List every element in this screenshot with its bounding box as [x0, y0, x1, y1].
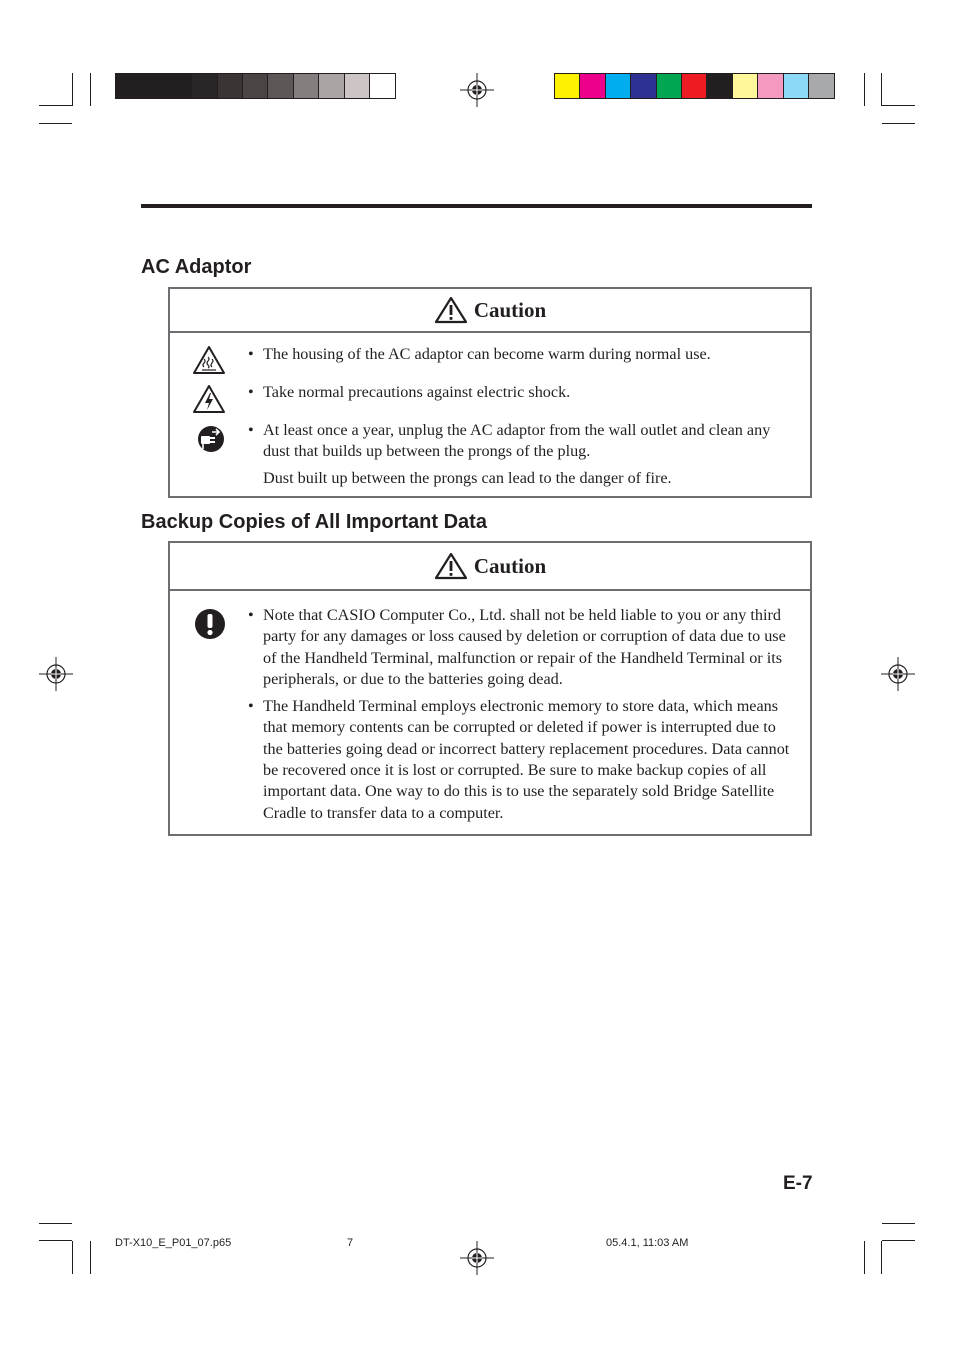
- color-swatch: [657, 74, 682, 98]
- page-number: E-7: [783, 1173, 813, 1194]
- caution-body: [170, 333, 810, 496]
- color-swatch: [733, 74, 758, 98]
- list-item: • The Handheld Terminal employs electronic memory to store data, which means that memory contents can be corrupted or deleted if power is interrupted due to the batteries going dead or incorrect battery replacement procedures. Data cannot be recovered once it is lost or corrupted. Be sure to make backup copies of all important data. One way to do this is to use the separately sold Bridge Satellite Cradle to transfer data to a computer.: [245, 696, 798, 824]
- section-heading-ac-adaptor: AC Adaptor: [141, 256, 252, 278]
- registration-mark-icon: [460, 73, 494, 107]
- warning-triangle-icon: [434, 296, 468, 324]
- caution-box-backup: [168, 541, 812, 836]
- color-swatch: [345, 74, 370, 98]
- caution-list: [245, 344, 798, 489]
- color-swatch: [606, 74, 631, 98]
- color-swatch: [268, 74, 293, 98]
- color-swatch: [580, 74, 605, 98]
- electric-shock-icon: [192, 384, 226, 414]
- list-item: • The housing of the AC adaptor can become warm during normal use.: [245, 344, 798, 365]
- color-swatch: [116, 74, 141, 98]
- section-heading-backup: Backup Copies of All Important Data: [141, 511, 487, 533]
- color-swatch: [167, 74, 192, 98]
- registration-mark-icon: [460, 1241, 494, 1275]
- color-swatch: [192, 74, 217, 98]
- list-note: Dust built up between the prongs can lead to the danger of fire.: [263, 469, 672, 488]
- caution-body: [170, 591, 810, 834]
- registration-mark-icon: [881, 657, 915, 691]
- color-swatch: [370, 74, 395, 98]
- color-swatch: [809, 74, 834, 98]
- color-swatch: [784, 74, 809, 98]
- process-color-bar: [554, 73, 835, 99]
- header-rule: [141, 204, 812, 208]
- list-item: • Note that CASIO Computer Co., Ltd. shall not be held liable to you or any third party for any damages or loss caused by deletion or corruption of data due to use of the Handheld Terminal, malfunction or repair of the Handheld Terminal or its peripherals, or due to the batteries going dead.: [245, 605, 798, 690]
- caution-label: Caution: [473, 553, 547, 578]
- list-item: • At least once a year, unplug the AC adaptor from the wall outlet and clean any dust that builds up between the prongs of the plug.: [245, 420, 798, 463]
- color-swatch: [707, 74, 732, 98]
- unplug-icon: [197, 425, 225, 453]
- mandatory-exclamation-icon: [194, 608, 226, 640]
- color-swatch: [243, 74, 268, 98]
- warning-heat-icon: [192, 345, 226, 375]
- caution-header: [170, 543, 810, 591]
- caution-list: [245, 605, 798, 824]
- footer-timestamp: 05.4.1, 11:03 AM: [606, 1237, 689, 1249]
- caution-header: [170, 289, 810, 333]
- list-item: • Take normal precautions against electric shock.: [245, 382, 798, 403]
- footer-filename: DT-X10_E_P01_07.p65: [115, 1237, 232, 1249]
- color-swatch: [319, 74, 344, 98]
- warning-triangle-icon: [434, 552, 468, 580]
- grayscale-color-bar: [115, 73, 396, 99]
- color-swatch: [682, 74, 707, 98]
- color-swatch: [294, 74, 319, 98]
- color-swatch: [141, 74, 166, 98]
- color-swatch: [758, 74, 783, 98]
- registration-mark-icon: [39, 657, 73, 691]
- color-swatch: [555, 74, 580, 98]
- caution-label: Caution: [473, 297, 547, 322]
- color-swatch: [218, 74, 243, 98]
- color-swatch: [631, 74, 656, 98]
- caution-box-ac-adaptor: [168, 287, 812, 498]
- footer-page: 7: [347, 1237, 354, 1249]
